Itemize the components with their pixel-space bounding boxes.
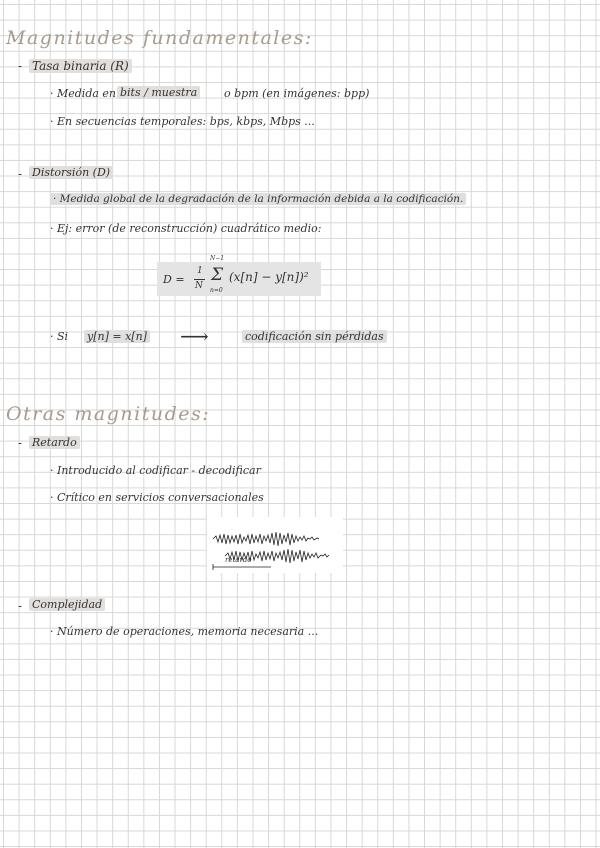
section-title-otras: Otras magnitudes: bbox=[6, 403, 211, 425]
section-title-fundamentales: Magnitudes fundamentales: bbox=[6, 27, 313, 49]
formula-sum-top: N−1 bbox=[210, 255, 225, 262]
formula-lhs: D = bbox=[163, 273, 185, 286]
dash-marker: - bbox=[18, 59, 23, 73]
formula-frac-den: N bbox=[195, 281, 203, 291]
si-bullet-pre: · Si bbox=[50, 330, 69, 343]
dash-marker: - bbox=[18, 436, 23, 450]
heading-distorsion: Distorsión (D) bbox=[29, 166, 113, 179]
distorsion-bullet-2: · Ej: error (de reconstrucción) cuadrático medio: bbox=[50, 222, 322, 235]
retardo-bullet-2: · Crítico en servicios conversacionales bbox=[50, 491, 264, 504]
formula-sigma: Σ bbox=[211, 265, 224, 285]
formula-frac-bar bbox=[194, 279, 205, 280]
tasa-bullet-1-pre: · Medida en bbox=[50, 87, 117, 100]
arrow-icon: ⟶ bbox=[180, 324, 209, 348]
mse-formula-box bbox=[157, 255, 321, 296]
complejidad-bullet-1: · Número de operaciones, memoria necesaria ... bbox=[50, 625, 319, 638]
dash-marker: - bbox=[18, 599, 23, 613]
distorsion-bullet-1: · Medida global de la degradación de la información debida a la codificación. bbox=[50, 193, 466, 205]
tasa-bullet-1-highlight: bits / muestra bbox=[117, 86, 200, 99]
tasa-bullet-1-post: o bpm (en imágenes: bpp) bbox=[224, 87, 370, 100]
si-bullet-result: codificación sin pérdidas bbox=[242, 330, 387, 343]
waveform-graphic bbox=[207, 517, 343, 573]
tasa-bullet-2: · En secuencias temporales: bps, kbps, Mbps ... bbox=[50, 115, 315, 128]
formula-sum-bottom: n=0 bbox=[210, 287, 223, 294]
heading-retardo: Retardo bbox=[29, 436, 80, 449]
dash-marker: - bbox=[18, 167, 23, 181]
heading-tasa-binaria: Tasa binaria (R) bbox=[29, 59, 132, 73]
retardo-bullet-1: · Introducido al codificar - decodificar bbox=[50, 464, 261, 477]
formula-frac-num: 1 bbox=[197, 266, 203, 276]
si-bullet-condition: y[n] = x[n] bbox=[84, 330, 150, 343]
heading-complejidad: Complejidad bbox=[29, 598, 105, 611]
waveform-label: retardo bbox=[225, 556, 252, 564]
formula-body: (x[n] − y[n])² bbox=[229, 270, 309, 284]
delay-waveform-figure bbox=[207, 517, 343, 573]
